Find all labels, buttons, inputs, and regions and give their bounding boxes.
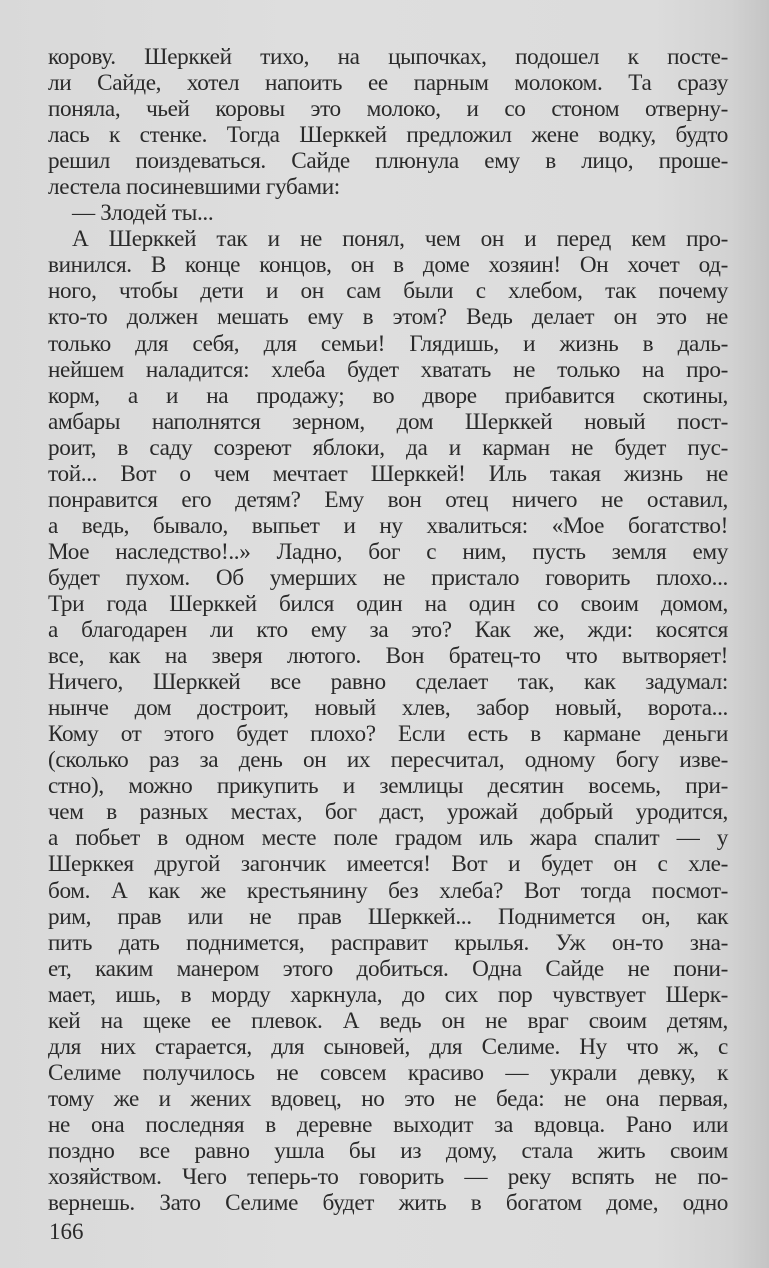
text-line: Мое наследство!..» Ладно, бог с ним, пусть земля ему [48, 538, 728, 565]
text-line: Селиме получилось не совсем красиво — украли девку, к [48, 1059, 728, 1086]
text-line: хозяйством. Чего теперь-то говорить — реку вспять не по- [48, 1164, 728, 1191]
text-line: А Шерккей так и не понял, чем он и перед кем про- [72, 226, 728, 253]
text-line: а благодарен ли кто ему за это? Как же, жди: косятся [48, 617, 728, 644]
text-line: кто-то должен мешать ему в этом? Ведь делает он это не [48, 304, 728, 331]
text-line: будет пухом. Об умерших не пристало говорить плохо... [48, 564, 728, 591]
text-line: вернешь. Зато Селиме будет жить в богатом доме, одно [48, 1190, 728, 1217]
text-line: винился. В конце концов, он в доме хозяин! Он хочет од- [48, 252, 728, 279]
text-line: все, как на зверя лютого. Вон братец-то что вытворяет! [48, 643, 728, 670]
text-line: только для себя, для семьи! Глядишь, и жизнь в даль- [48, 330, 728, 357]
text-line: мает, ишь, в морду харкнула, до сих пор чувствует Шерк- [48, 981, 728, 1008]
text-line: роит, в саду созреют яблоки, да и карман не будет пус- [48, 434, 728, 461]
text-line: бом. А как же крестьянину без хлеба? Вот тогда посмот- [48, 877, 728, 904]
text-line: ли Сайде, хотел напоить ее парным молоком. Та сразу [48, 70, 728, 97]
text-line: не она последняя в деревне выходит за вдовца. Рано или [48, 1111, 728, 1138]
text-line: нынче дом достроит, новый хлев, забор новый, ворота... [48, 695, 728, 722]
text-line: а побьет в одном месте поле градом иль жара спалит — у [48, 825, 728, 852]
text-line: решил поиздеваться. Сайде плюнула ему в лицо, проше- [48, 148, 728, 175]
text-line: Ничего, Шерккей все равно сделает так, как задумал: [48, 669, 728, 696]
text-line: амбары наполнятся зерном, дом Шерккей новый пост- [48, 408, 728, 435]
page-number: 166 [49, 1219, 84, 1244]
text-line: поняла, чьей коровы это молоко, и со стоном отверну- [48, 96, 728, 123]
page-body [48, 44, 728, 1216]
text-line: тому же и жених вдовец, но это не беда: не она первая, [48, 1085, 728, 1112]
text-line: Шерккея другой загончик имеется! Вот и будет он с хле- [48, 851, 728, 878]
text-line: ного, чтобы дети и он сам были с хлебом, так почему [48, 278, 728, 305]
text-line: для них старается, для сыновей, для Селиме. Ну что ж, с [48, 1033, 728, 1060]
text-line: корм, а и на продажу; во дворе прибавится скотины, [48, 382, 728, 409]
text-line: а ведь, бывало, выпьет и ну хвалиться: «Мое богатство! [48, 512, 728, 539]
text-line: чем в разных местах, бог даст, урожай добрый уродится, [48, 799, 728, 826]
text-line: корову. Шерккей тихо, на цыпочках, подошел к посте- [48, 44, 728, 70]
text-line: (сколько раз за день он их пересчитал, одному богу изве- [48, 747, 728, 774]
text-line: лестела посиневшими губами: [48, 174, 340, 201]
text-line: лась к стенке. Тогда Шерккей предложил жене водку, будто [48, 122, 728, 149]
text-line: ет, каким манером этого добиться. Одна Сайде не пони- [48, 955, 728, 982]
text-line: рим, прав или не прав Шерккей... Поднимется он, как [48, 903, 728, 930]
text-line: Три года Шерккей бился один на один со своим домом, [48, 590, 728, 617]
text-line: Кому от этого будет плохо? Если есть в кармане деньги [48, 721, 728, 748]
text-line: стно), можно прикупить и землицы десятин восемь, при- [48, 773, 728, 800]
text-line: нейшем наладится: хлеба будет хватать не только на про- [48, 356, 728, 383]
text-line: пить дать поднимется, расправит крылья. Уж он-то зна- [48, 929, 728, 956]
text-line: поздно все равно ушла бы из дому, стала жить своим [48, 1137, 728, 1164]
text-line: понравится его детям? Ему вон отец ничего не оставил, [48, 486, 728, 513]
text-line: кей на щеке ее плевок. А ведь он не враг своим детям, [48, 1007, 728, 1034]
text-line: той... Вот о чем мечтает Шерккей! Иль такая жизнь не [48, 460, 728, 487]
text-line: — Злодей ты... [72, 200, 214, 227]
